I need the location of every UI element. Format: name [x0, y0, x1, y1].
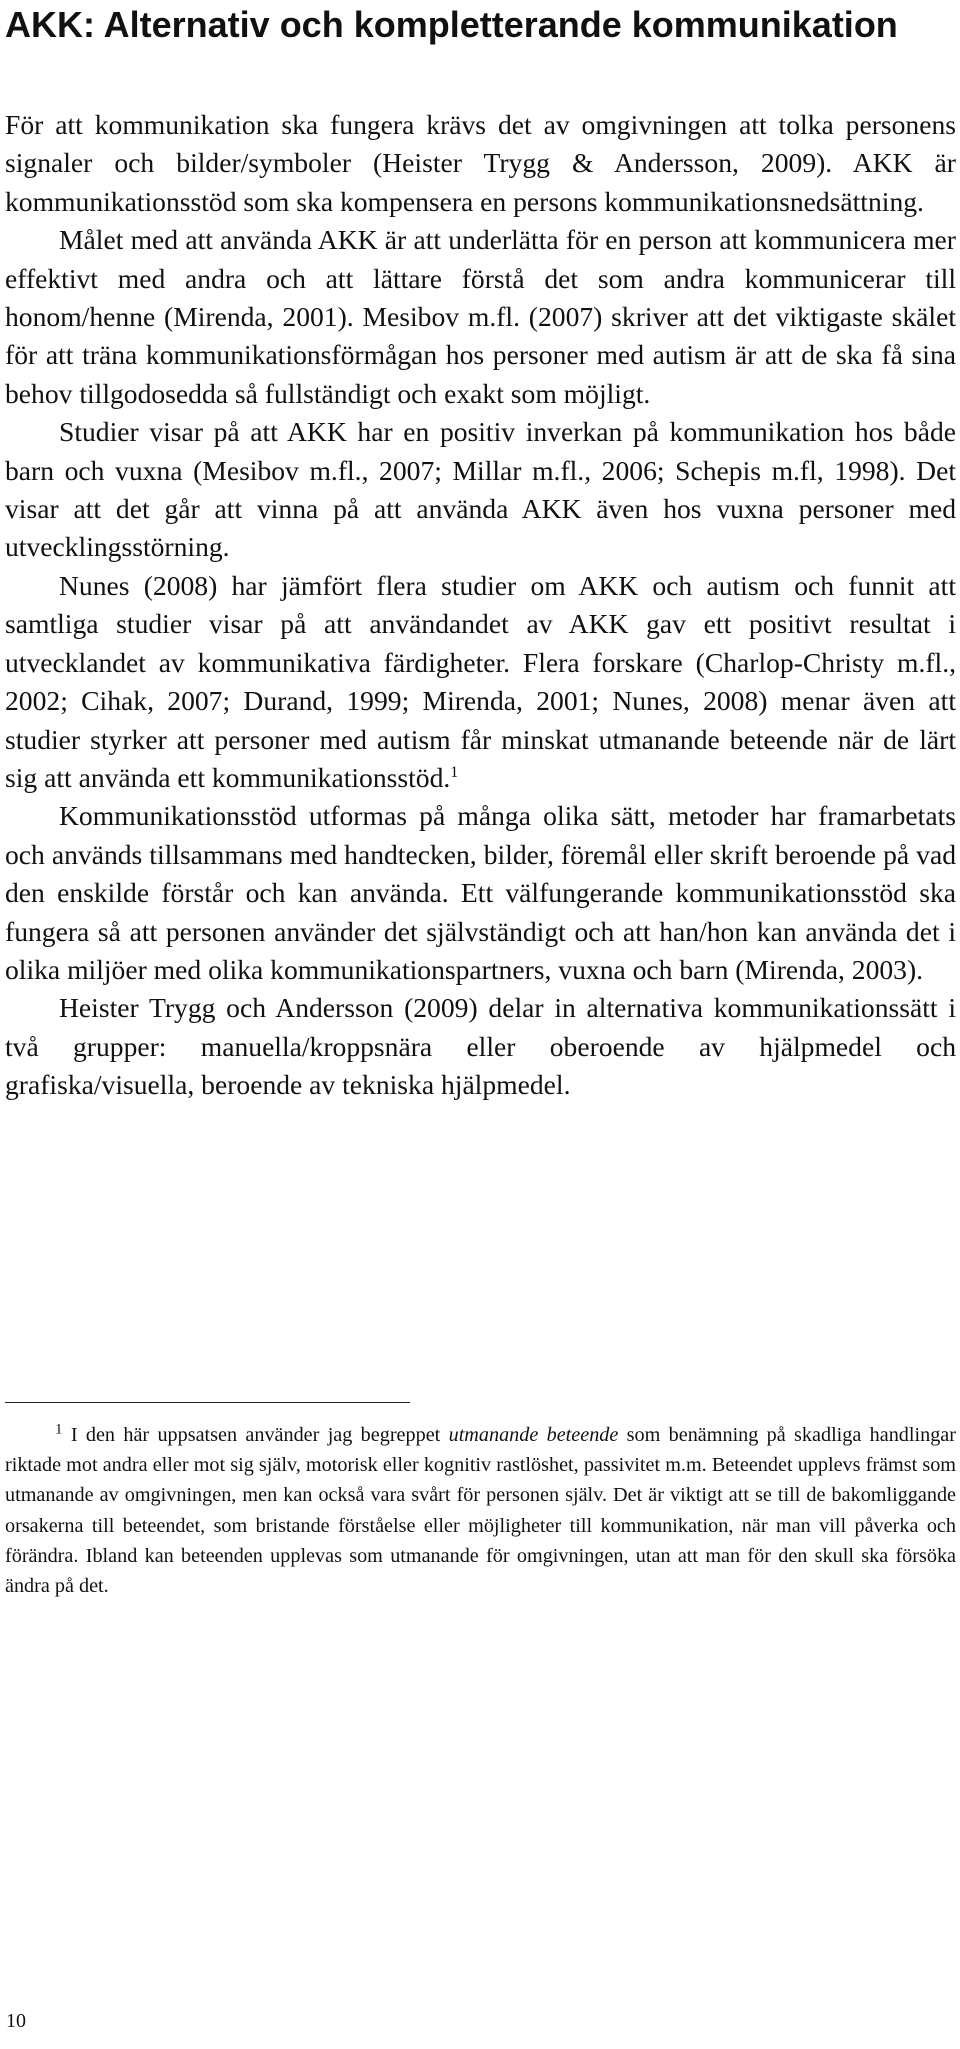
footnote	[5, 1420, 956, 1601]
paragraph-nunes-text: Nunes (2008) har jämfört flera studier om AKK och autism och funnit att samtliga studier visar på att användandet av AKK gav ett positivt resultat i utvecklandet av kommunikativa färdigheter. Flera forskare (Charlop-Christy m.fl., 2002; Cihak, 2007; Durand, 1999; Mirenda, 2001; Nunes, 2008) menar även att studier styrker att personer med autism får minskat utmanande beteende när de lärt sig att använda ett kommunikationsstöd.	[5, 569, 956, 793]
footnote-text-after: som benämning på skadliga handlingar riktade mot andra eller mot sig själv, motorisk eller kognitiv rastlöshet, passivitet m.m. Beteendet upplevs främst som utmanande av omgivningen, men kan också vara svårt för personen själv. Det är viktigt att se till de bakomliggande orsakerna till beteendet, som bristande förståelse eller möjligheter till kommunikation, när man vill påverka och förändra. Ibland kan beteenden upplevas som utmanande för omgivningen, utan att man för den skull ska försöka ändra på det.	[5, 1424, 956, 1598]
footnote-term: utmanande beteende	[448, 1424, 619, 1446]
body-text	[5, 106, 956, 1105]
paragraph-communication-support: Kommunikationsstöd utformas på många olika sätt, metoder har framarbetats och används tillsammans med handtecken, bilder, föremål eller skrift beroende på vad den enskilde förstår och kan använda. Ett välfungerande kommunikationsstöd ska fungera så att personen använder det självständigt och att han/hon kan använda det i olika miljöer med olika kommunikationspartners, vuxna och barn (Mirenda, 2003).	[5, 800, 956, 985]
footnote-separator	[5, 1402, 410, 1403]
paragraph-groups: Heister Trygg och Andersson (2009) delar in alternativa kommunikationssätt i två grupper: manuella/kroppsnära eller oberoende av hjälpmedel och grafiska/visuella, beroende av tekniska hjälpmedel.	[5, 992, 956, 1101]
paragraph-goal: Målet med att använda AKK är att underlätta för en person att kommunicera mer effektivt med andra och att lättare förstå det som andra kommunicerar till honom/henne (Mirenda, 2001). Mesibov m.fl. (2007) skriver att det viktigaste skälet för att träna kommunikationsförmågan hos personer med autism är att de ska få sina behov tillgodosedda så fullständigt och exakt som möjligt.	[5, 224, 956, 409]
paragraph-studies: Studier visar på att AKK har en positiv inverkan på kommunikation hos både barn och vuxna (Mesibov m.fl., 2007; Millar m.fl., 2006; Schepis m.fl, 1998). Det visar att det går att vinna på att använda AKK även hos vuxna personer med utvecklingsstörning.	[5, 416, 956, 563]
footnote-text	[5, 1420, 956, 1601]
footnote-reference[interactable]: 1	[450, 763, 459, 781]
footnote-text-before: I den här uppsatsen använder jag begreppet	[70, 1424, 449, 1446]
paragraph-nunes	[5, 567, 956, 797]
paragraph-intro: För att kommunikation ska fungera krävs det av omgivningen att tolka personens signaler och bilder/symboler (Heister Trygg & Andersson, 2009). AKK är kommunikationsstöd som ska kompensera en persons kommunikationsnedsättning.	[5, 109, 956, 217]
page-number: 10	[6, 2010, 26, 2032]
section-heading: AKK: Alternativ och kompletterande kommunikation	[5, 4, 898, 45]
footnote-number: 1	[55, 1421, 63, 1438]
